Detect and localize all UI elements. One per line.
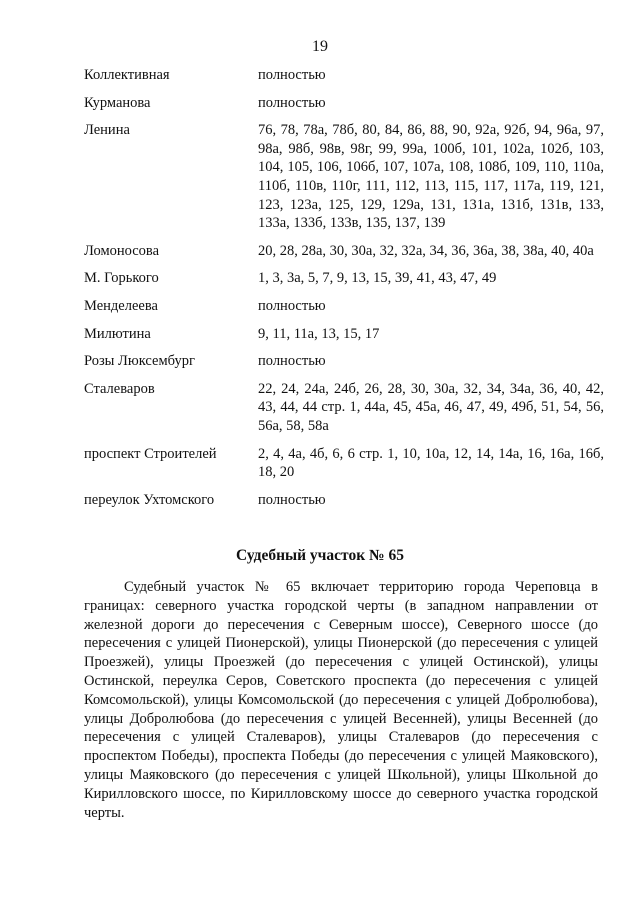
street-houses: 2, 4, 4а, 4б, 6, 6 стр. 1, 10, 10а, 12, 14, 14а, 16, 16а, 16б, 18, 20 [258, 445, 604, 481]
street-name: Милютина [84, 325, 151, 342]
street-row [84, 121, 604, 233]
street-row [84, 66, 604, 85]
street-name: М. Горького [84, 270, 159, 287]
street-houses: 1, 3, 3а, 5, 7, 9, 13, 15, 39, 41, 43, 47, 49 [258, 270, 497, 287]
street-houses: 9, 11, 11а, 13, 15, 17 [258, 325, 380, 342]
street-name: проспект Строителей [84, 445, 217, 462]
street-name: переулок Ухтомского [84, 491, 215, 508]
street-row [84, 269, 604, 288]
street-houses: 20, 28, 28а, 30, 30а, 32, 32а, 34, 36, 36а, 38, 38а, 40, 40а [258, 242, 594, 259]
street-row [84, 380, 604, 436]
page-number: 19 [312, 38, 328, 55]
section-body: Судебный участок № 65 включает территорию города Череповца в границах: северного участка городской черты (в западном направлении от железной дороги до пересечения с Северным шоссе), Северного шоссе (до пересечения с улицей Пионерской), улицы Пионерской (до пересечения с улицей Проезжей), улицы Проезжей (до пересечения с улицей Остинской), улицы Остинской, переулка Серов, Советского проспекта (до пересечения с улицей Комсомольской), улицы Комсомольской (до пересечения с улицей Добролюбова), улицы Добролюбова (до пересечения с улицей Весенней), улицы Весенней (до пересечения с улицей Сталеваров), улицы Сталеваров (до пересечения с проспектом Победы), проспекта Победы (до пересечения с улицей Маяковского), улицы Маяковского (до пересечения с улицей Школьной), улицы Школьной до Кирилловского шоссе, по Кирилловскому шоссе до северного участка городской черты. [84, 579, 598, 821]
street-name: Ленина [84, 122, 130, 139]
street-name: Ломоносова [84, 242, 160, 259]
street-row [84, 297, 604, 316]
street-houses: полностью [258, 491, 326, 508]
street-table [84, 66, 604, 518]
street-houses: 22, 24, 24а, 24б, 26, 28, 30, 30а, 32, 34, 34а, 36, 40, 42, 43, 44, 44 стр. 1, 44а, 45, 45а, 46, 47, 49, 49б, 51, 54, 56, 56а, 58, 58а [258, 380, 604, 434]
street-houses: 76, 78, 78а, 78б, 80, 84, 86, 88, 90, 92а, 92б, 94, 96а, 97, 98а, 98б, 98в, 98г, 99, 99а, 100б, 101, 102а, 102б, 103, 104, 105, 106, 106б, 107, 107а, 108, 108б, 109, 110, 110а, 110б, 110в, 110г, 111, 112, 113, 115, 117, 117а, 119, 121, 123, 123а, 125, 129, 129а, 131, 131а, 131б, 131в, 133, 133а, 133б, 133в, 135, 137, 139 [258, 122, 604, 232]
street-houses: полностью [258, 94, 326, 111]
street-row [84, 94, 604, 113]
street-name: Менделеева [84, 297, 158, 314]
street-row [84, 352, 604, 371]
street-houses: полностью [258, 297, 326, 314]
street-houses: полностью [258, 67, 326, 83]
street-name: Розы Люксембург [84, 353, 195, 370]
street-houses: полностью [258, 353, 326, 370]
street-row [84, 445, 604, 482]
street-name: Сталеваров [84, 380, 155, 397]
street-row [84, 242, 604, 261]
street-name: Курманова [84, 94, 151, 111]
street-row [84, 325, 604, 344]
street-name: Коллективная [84, 67, 170, 83]
section-title: Судебный участок № 65 [236, 547, 404, 564]
street-row [84, 491, 604, 510]
